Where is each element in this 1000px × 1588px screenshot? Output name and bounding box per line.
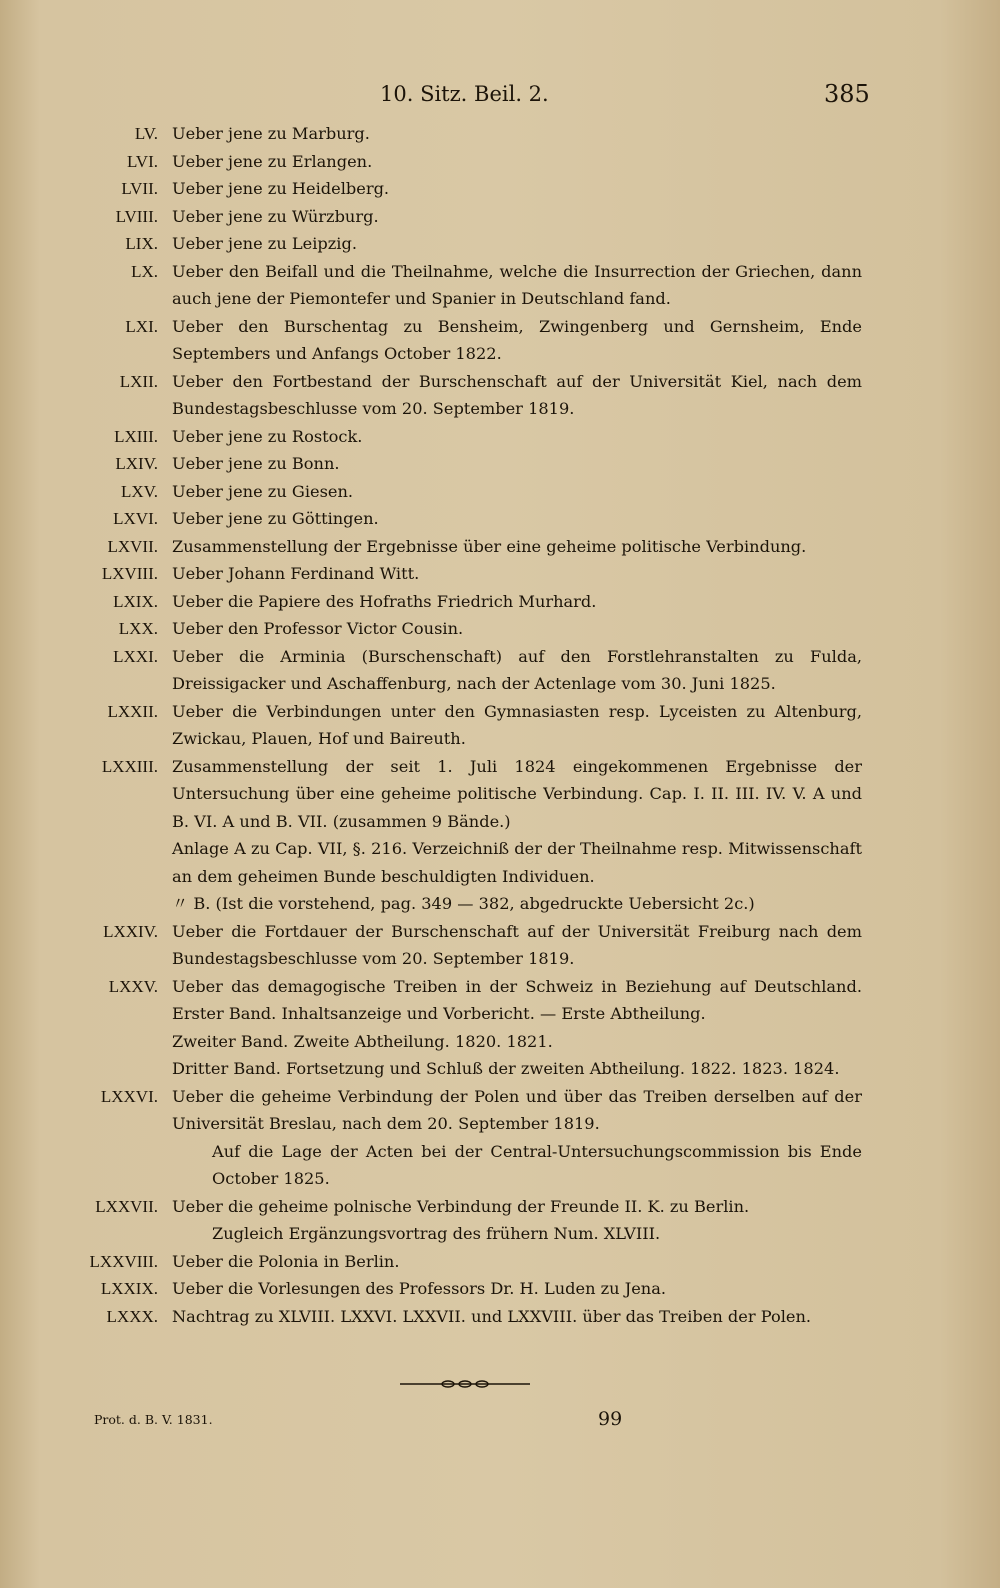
entry-number: LVII. xyxy=(121,179,158,198)
entry-text: Ueber jene zu Marburg. xyxy=(172,124,370,143)
entry-text: Ueber den Beifall und die Theilnahme, welche die Insurrection der Griechen, dann auch jene der Piemontefer und Spanier in Deutschland fand. xyxy=(172,261,862,308)
list-item xyxy=(0,643,1000,698)
entry-text: Zusammenstellung der Ergebnisse über eine geheime politische Verbindung. xyxy=(172,536,807,556)
entry-number: LXVI. xyxy=(113,509,158,528)
entry-text: Ueber die geheime polnische Verbindung der Freunde II. K. zu Berlin. xyxy=(172,1196,750,1216)
entry-text: Ueber den Professor Victor Cousin. xyxy=(172,619,464,638)
entry-text: Ueber jene zu Leipzig. xyxy=(172,234,357,253)
list-item xyxy=(0,450,1000,478)
entry-number: LV. xyxy=(134,124,158,143)
entry-number: LXXII. xyxy=(107,701,158,721)
entry-text: Ueber jene zu Bonn. xyxy=(172,454,340,473)
entry-list xyxy=(0,120,1000,1330)
entry-number: LXXIII. xyxy=(101,756,158,776)
entry-number: LXII. xyxy=(119,371,158,391)
entry-number: LXIX. xyxy=(113,591,158,611)
anlage-b xyxy=(172,890,862,918)
entry-number: LXI. xyxy=(125,316,158,336)
list-item xyxy=(0,313,1000,368)
entry-text: Ueber jene zu Rostock. xyxy=(172,426,363,446)
entry-text: Ueber die Polonia in Berlin. xyxy=(172,1251,400,1271)
signature-mark: 99 xyxy=(598,1408,623,1430)
running-title: 10. Sitz. Beil. 2. xyxy=(380,82,549,106)
list-item xyxy=(0,258,1000,313)
entry-number: LXXV. xyxy=(108,976,158,996)
entry-text: Ueber die geheime Verbindung der Polen und über das Treiben derselben auf der Universität Breslau, nach dem 20. September 1819. xyxy=(172,1086,862,1133)
entry-text: Ueber jene zu Erlangen. xyxy=(172,151,373,171)
entry-number: LX. xyxy=(131,261,158,281)
list-item xyxy=(0,1083,1000,1138)
list-item xyxy=(0,230,1000,258)
entry-number: LXXVII. xyxy=(95,1196,158,1216)
volume-two: Zweiter Band. Zweite Abtheilung. 1820. 1821. xyxy=(172,1031,553,1051)
list-item xyxy=(0,615,1000,643)
entry-number: LXXVIII. xyxy=(89,1251,158,1271)
entry-text: Ueber jene zu Göttingen. xyxy=(172,509,379,528)
page-number: 385 xyxy=(824,80,870,108)
entry-number: LXX. xyxy=(118,619,158,638)
list-item xyxy=(0,148,1000,176)
page-header xyxy=(0,82,1000,112)
entry-text: Ueber jene zu Würzburg. xyxy=(172,206,379,226)
volume-three: Dritter Band. Fortsetzung und Schluß der zweiten Abtheilung. 1822. 1823. 1824. xyxy=(172,1059,840,1078)
entry-number: LXVIII. xyxy=(101,564,158,583)
entry-text: Ueber die Verbindungen unter den Gymnasiasten resp. Lyceisten zu Altenburg, Zwickau, Plauen, Hof und Baireuth. xyxy=(172,701,862,748)
list-item xyxy=(0,1275,1000,1303)
entry-text: Ueber den Burschentag zu Bensheim, Zwingenberg und Gernsheim, Ende Septembers und Anfangs October 1822. xyxy=(172,316,862,363)
entry-text: Nachtrag zu XLVIII. LXXVI. LXXVII. und LXXVIII. über das Treiben der Polen. xyxy=(172,1306,812,1326)
page-footer xyxy=(0,1408,1000,1436)
list-item xyxy=(0,698,1000,753)
list-item xyxy=(0,1303,1000,1331)
list-item xyxy=(0,973,1000,1028)
entry-text: Ueber die Arminia (Burschenschaft) auf den Forstlehranstalten zu Fulda, Dreissigacker und Aschaffenburg, nach der Actenlage vom 30. Juni 1825. xyxy=(172,646,862,693)
list-item xyxy=(0,533,1000,561)
list-item xyxy=(0,753,1000,836)
entry-number: LXXVI. xyxy=(100,1086,158,1106)
entry-number: LXXIX. xyxy=(100,1279,158,1298)
list-item xyxy=(0,1248,1000,1276)
entry-number: LXXX. xyxy=(106,1306,158,1326)
entry-number: LXIII. xyxy=(114,426,158,446)
entry-text: Ueber den Fortbestand der Burschenschaft auf der Universität Kiel, nach dem Bundestagsbeschlusse vom 20. September 1819. xyxy=(172,371,862,418)
list-item xyxy=(0,588,1000,616)
footer-reference: Prot. d. B. V. 1831. xyxy=(94,1412,213,1427)
list-item xyxy=(0,1193,1000,1221)
entry-number: LXIV. xyxy=(115,454,158,473)
entry-number: LXV. xyxy=(121,481,158,501)
entry-number: LXXIV. xyxy=(103,921,158,941)
entry-note: Auf die Lage der Acten bei der Central-Untersuchungscommission bis Ende October 1825. xyxy=(212,1141,862,1188)
list-item xyxy=(0,560,1000,588)
entry-text: Ueber Johann Ferdinand Witt. xyxy=(172,564,420,583)
list-item xyxy=(0,423,1000,451)
list-item xyxy=(0,120,1000,148)
list-item xyxy=(0,918,1000,973)
entry-text: Ueber jene zu Giesen. xyxy=(172,481,354,501)
entry-number: LVIII. xyxy=(115,206,158,226)
anlage-b-text: B. (Ist die vorstehend, pag. 349 — 382, abgedruckte Uebersicht 2c.) xyxy=(193,894,755,913)
ornament-divider xyxy=(400,1378,530,1390)
list-item xyxy=(0,203,1000,231)
entry-number: LXVII. xyxy=(107,536,158,556)
entry-text: Ueber die Fortdauer der Burschenschaft auf der Universität Freiburg nach dem Bundestagsbeschlusse vom 20. September 1819. xyxy=(172,921,862,968)
entry-note: Zugleich Ergänzungsvortrag des frühern Num. XLVIII. xyxy=(212,1224,661,1243)
entry-text: Zusammenstellung der seit 1. Juli 1824 eingekommenen Ergebnisse der Untersuchung über eine geheime politische Verbindung. Cap. I. II. III. IV. V. A und B. VI. A und B. VII. (zusammen 9 Bände.) xyxy=(172,756,862,831)
entry-text: Ueber die Vorlesungen des Professors Dr. H. Luden zu Jena. xyxy=(172,1279,667,1298)
list-item xyxy=(0,368,1000,423)
list-item xyxy=(0,175,1000,203)
entry-number: LIX. xyxy=(125,234,158,253)
entry-text: Ueber das demagogische Treiben in der Schweiz in Beziehung auf Deutschland. Erster Band. Inhaltsanzeige und Vorbericht. — Erste Abtheilung. xyxy=(172,976,862,1023)
entry-number: LXXI. xyxy=(113,646,158,666)
entry-text: Ueber jene zu Heidelberg. xyxy=(172,179,390,198)
list-item xyxy=(0,478,1000,506)
entry-text: Ueber die Papiere des Hofraths Friedrich Murhard. xyxy=(172,591,597,611)
list-item xyxy=(0,505,1000,533)
anlage-a: Anlage A zu Cap. VII, §. 216. Verzeichniß der der Theilnahme resp. Mitwissenschaft an dem geheimen Bunde beschuldigten Individuen. xyxy=(172,839,862,886)
ditto-mark: 〃 xyxy=(172,894,189,913)
entry-number: LVI. xyxy=(126,151,158,171)
